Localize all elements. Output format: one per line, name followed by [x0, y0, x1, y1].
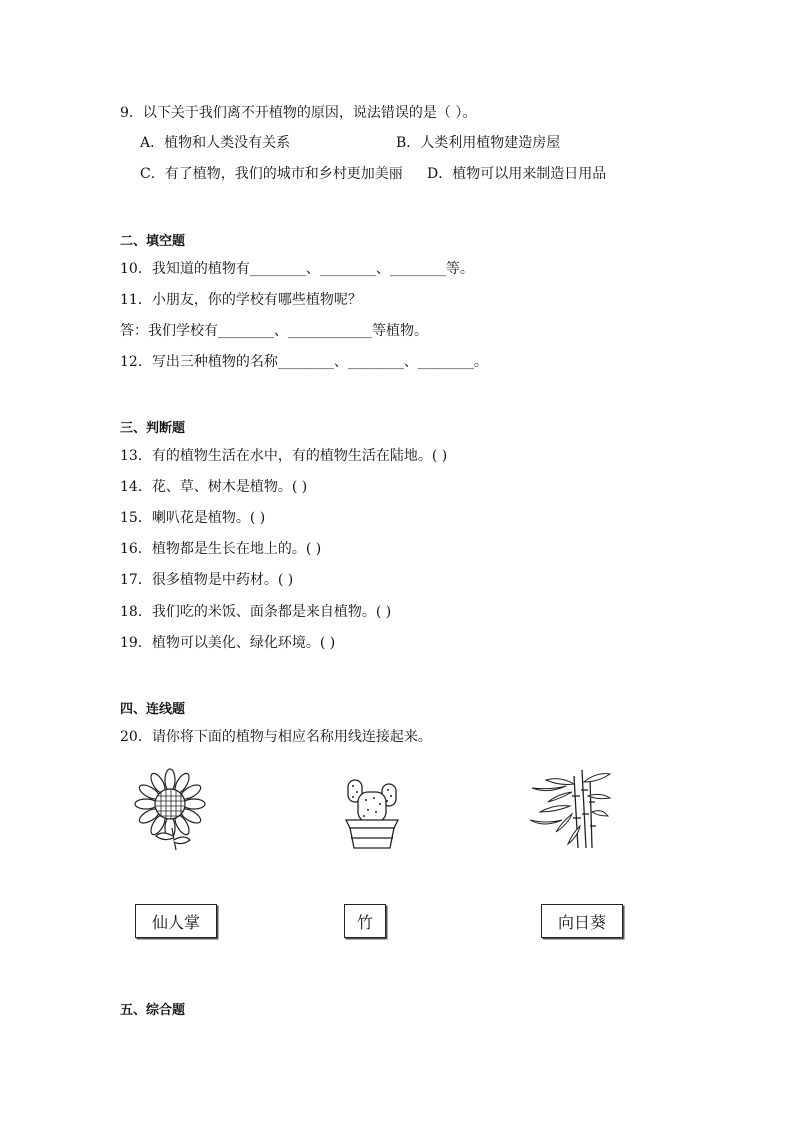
q15: 15．喇叭花是植物。( )	[120, 510, 266, 526]
section-4-title: 四、连线题	[120, 702, 186, 717]
q10: 10．我知道的植物有________、________、________等。	[120, 261, 474, 277]
q16: 16．植物都是生长在地上的。( )	[120, 541, 322, 557]
q13: 13．有的植物生活在水中，有的植物生活在陆地。( )	[120, 448, 448, 464]
q18: 18．我们吃的米饭、面条都是来自植物。( )	[120, 604, 392, 620]
name-box-bamboo[interactable]: 竹	[344, 904, 386, 938]
q19: 19．植物可以美化、绿化环境。( )	[120, 635, 336, 651]
bamboo-icon	[522, 766, 612, 850]
q9-option-a: A．植物和人类没有关系	[140, 135, 291, 151]
section-3-title: 三、判断题	[120, 421, 186, 436]
name-box-sunflower[interactable]: 向日葵	[541, 904, 623, 938]
cactus-icon	[338, 770, 406, 850]
q9-option-d: D．植物可以用来制造日用品	[427, 166, 607, 182]
sunflower-icon	[128, 766, 212, 852]
q17: 17．很多植物是中药材。( )	[120, 572, 294, 588]
q9-stem: 9．以下关于我们离不开植物的原因，说法错误的是（ ）。	[120, 105, 477, 121]
q11-answer: 答：我们学校有________、____________等植物。	[120, 323, 428, 339]
q11: 11．小朋友，你的学校有哪些植物呢？	[120, 292, 362, 308]
q20: 20．请你将下面的植物与相应名称用线连接起来。	[120, 729, 432, 745]
q9-option-c: C．有了植物，我们的城市和乡村更加美丽	[140, 166, 403, 182]
q12: 12．写出三种植物的名称________、________、________。	[120, 354, 488, 370]
section-2-title: 二、填空题	[120, 234, 186, 249]
q9-option-b: B．人类利用植物建造房屋	[396, 135, 561, 151]
q14: 14．花、草、树木是植物。( )	[120, 479, 308, 495]
name-box-cactus[interactable]: 仙人掌	[135, 904, 217, 938]
section-5-title: 五、综合题	[120, 1003, 186, 1018]
